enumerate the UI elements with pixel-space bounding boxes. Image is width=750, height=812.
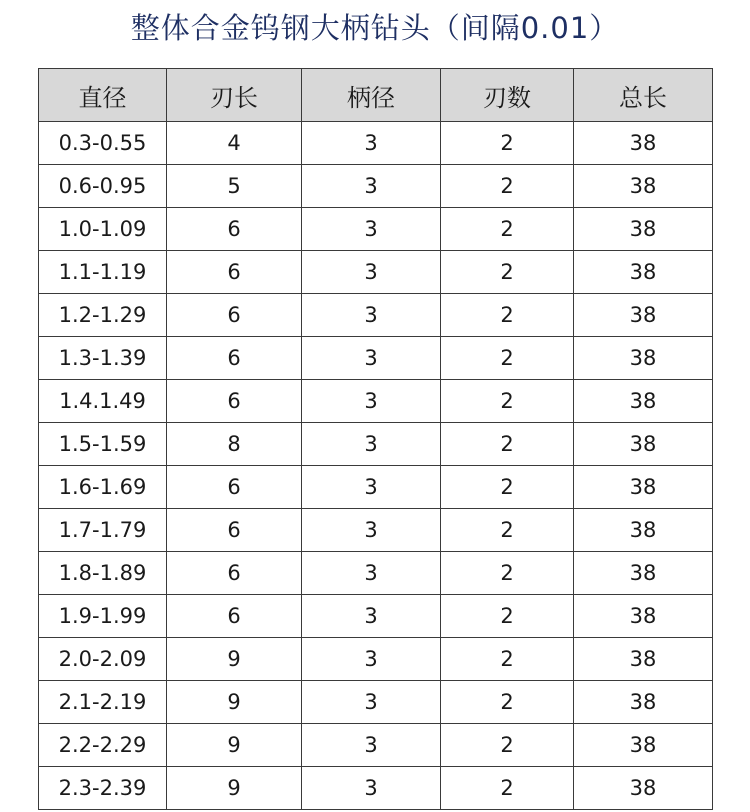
cell-shank-diameter: 3	[302, 681, 441, 724]
header-shank-diameter: 柄径	[302, 69, 441, 122]
cell-diameter: 1.0-1.09	[39, 208, 167, 251]
cell-overall-length: 38	[574, 767, 713, 810]
cell-shank-diameter: 3	[302, 251, 441, 294]
cell-flute-count: 2	[441, 337, 574, 380]
table-row	[39, 595, 713, 638]
table-row	[39, 423, 713, 466]
table-row	[39, 681, 713, 724]
table-row	[39, 251, 713, 294]
cell-cutting-length: 6	[167, 294, 302, 337]
cell-shank-diameter: 3	[302, 552, 441, 595]
cell-diameter: 0.3-0.55	[39, 122, 167, 165]
page-title: 整体合金钨钢大柄钻头（间隔0.01）	[130, 11, 620, 45]
cell-overall-length: 38	[574, 638, 713, 681]
header-overall-length: 总长	[574, 69, 713, 122]
cell-overall-length: 38	[574, 122, 713, 165]
cell-flute-count: 2	[441, 681, 574, 724]
cell-overall-length: 38	[574, 466, 713, 509]
cell-flute-count: 2	[441, 380, 574, 423]
table-row	[39, 509, 713, 552]
table-row	[39, 337, 713, 380]
cell-diameter: 1.4.1.49	[39, 380, 167, 423]
cell-shank-diameter: 3	[302, 724, 441, 767]
table-header-row	[39, 69, 713, 122]
cell-flute-count: 2	[441, 509, 574, 552]
cell-diameter: 1.5-1.59	[39, 423, 167, 466]
cell-diameter: 1.8-1.89	[39, 552, 167, 595]
cell-overall-length: 38	[574, 294, 713, 337]
table-row	[39, 122, 713, 165]
cell-shank-diameter: 3	[302, 380, 441, 423]
cell-diameter: 2.1-2.19	[39, 681, 167, 724]
cell-cutting-length: 6	[167, 509, 302, 552]
cell-overall-length: 38	[574, 423, 713, 466]
table-row	[39, 767, 713, 810]
cell-diameter: 1.3-1.39	[39, 337, 167, 380]
header-diameter: 直径	[39, 69, 167, 122]
cell-shank-diameter: 3	[302, 595, 441, 638]
cell-cutting-length: 9	[167, 681, 302, 724]
cell-shank-diameter: 3	[302, 337, 441, 380]
cell-shank-diameter: 3	[302, 208, 441, 251]
cell-flute-count: 2	[441, 423, 574, 466]
table-row	[39, 294, 713, 337]
cell-cutting-length: 6	[167, 380, 302, 423]
table-row	[39, 208, 713, 251]
cell-shank-diameter: 3	[302, 638, 441, 681]
cell-overall-length: 38	[574, 509, 713, 552]
cell-overall-length: 38	[574, 681, 713, 724]
cell-flute-count: 2	[441, 122, 574, 165]
cell-flute-count: 2	[441, 724, 574, 767]
header-flute-count: 刃数	[441, 69, 574, 122]
cell-diameter: 2.3-2.39	[39, 767, 167, 810]
spec-table	[38, 68, 713, 810]
cell-flute-count: 2	[441, 466, 574, 509]
cell-cutting-length: 9	[167, 638, 302, 681]
cell-overall-length: 38	[574, 165, 713, 208]
cell-overall-length: 38	[574, 552, 713, 595]
table-row	[39, 638, 713, 681]
cell-shank-diameter: 3	[302, 423, 441, 466]
cell-overall-length: 38	[574, 595, 713, 638]
cell-cutting-length: 6	[167, 251, 302, 294]
cell-diameter: 1.1-1.19	[39, 251, 167, 294]
table-row	[39, 165, 713, 208]
cell-diameter: 1.9-1.99	[39, 595, 167, 638]
cell-shank-diameter: 3	[302, 294, 441, 337]
cell-diameter: 0.6-0.95	[39, 165, 167, 208]
cell-cutting-length: 9	[167, 767, 302, 810]
cell-diameter: 1.6-1.69	[39, 466, 167, 509]
cell-cutting-length: 6	[167, 466, 302, 509]
cell-cutting-length: 6	[167, 552, 302, 595]
table-row	[39, 466, 713, 509]
cell-flute-count: 2	[441, 767, 574, 810]
cell-overall-length: 38	[574, 337, 713, 380]
cell-cutting-length: 4	[167, 122, 302, 165]
cell-flute-count: 2	[441, 595, 574, 638]
cell-diameter: 1.7-1.79	[39, 509, 167, 552]
cell-shank-diameter: 3	[302, 466, 441, 509]
table-row	[39, 724, 713, 767]
table-row	[39, 552, 713, 595]
cell-overall-length: 38	[574, 380, 713, 423]
cell-diameter: 1.2-1.29	[39, 294, 167, 337]
cell-overall-length: 38	[574, 724, 713, 767]
cell-flute-count: 2	[441, 165, 574, 208]
cell-diameter: 2.0-2.09	[39, 638, 167, 681]
cell-cutting-length: 9	[167, 724, 302, 767]
cell-shank-diameter: 3	[302, 509, 441, 552]
cell-diameter: 2.2-2.29	[39, 724, 167, 767]
cell-cutting-length: 8	[167, 423, 302, 466]
table-row	[39, 380, 713, 423]
cell-cutting-length: 6	[167, 208, 302, 251]
cell-cutting-length: 5	[167, 165, 302, 208]
cell-flute-count: 2	[441, 638, 574, 681]
cell-flute-count: 2	[441, 294, 574, 337]
cell-overall-length: 38	[574, 251, 713, 294]
cell-flute-count: 2	[441, 552, 574, 595]
cell-flute-count: 2	[441, 208, 574, 251]
cell-shank-diameter: 3	[302, 122, 441, 165]
cell-shank-diameter: 3	[302, 767, 441, 810]
spec-table-container	[38, 68, 712, 810]
cell-overall-length: 38	[574, 208, 713, 251]
cell-flute-count: 2	[441, 251, 574, 294]
cell-cutting-length: 6	[167, 337, 302, 380]
cell-cutting-length: 6	[167, 595, 302, 638]
cell-shank-diameter: 3	[302, 165, 441, 208]
header-cutting-length: 刃长	[167, 69, 302, 122]
